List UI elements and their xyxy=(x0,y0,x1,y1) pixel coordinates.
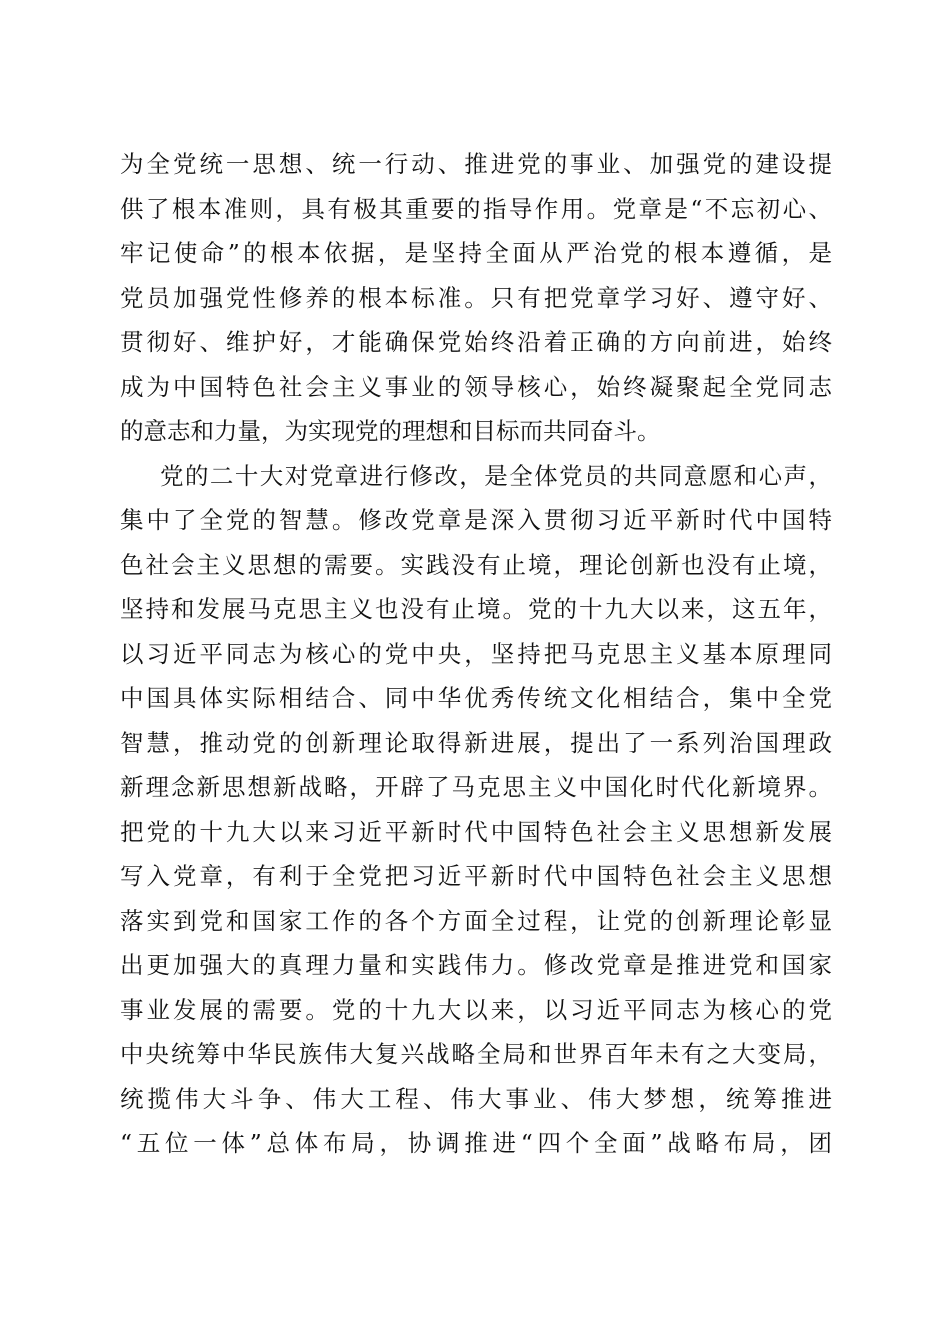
text-line: 新理念新思想新战略，开辟了马克思主义中国化时代化新境界。 xyxy=(120,773,832,801)
body-text xyxy=(120,142,832,1166)
text-line: 中国具体实际相结合、同中华优秀传统文化相结合，集中全党 xyxy=(120,684,832,712)
text-line: “五位一体”总体布局，协调推进“四个全面”战略布局，团 xyxy=(120,1129,832,1157)
text-line: 事业发展的需要。党的十九大以来，以习近平同志为核心的党 xyxy=(120,995,832,1024)
text-line: 党员加强党性修养的根本标准。只有把党章学习好、遵守好、 xyxy=(120,283,832,312)
text-line: 成为中国特色社会主义事业的领导核心，始终凝聚起全党同志 xyxy=(120,372,832,401)
text-line: 出更加强大的真理力量和实践伟力。修改党章是推进党和国家 xyxy=(120,951,832,979)
text-line: 党的二十大对党章进行修改，是全体党员的共同意愿和心声， xyxy=(160,461,832,490)
text-line: 为全党统一思想、统一行动、推进党的事业、加强党的建设提 xyxy=(120,150,832,178)
text-line: 中央统筹中华民族伟大复兴战略全局和世界百年未有之大变局， xyxy=(120,1040,832,1068)
text-line: 智慧，推动党的创新理论取得新进展，提出了一系列治国理政 xyxy=(120,728,832,757)
text-line: 写入党章，有利于全党把习近平新时代中国特色社会主义思想 xyxy=(120,862,832,890)
text-line: 的意志和力量，为实现党的理想和目标而共同奋斗。 xyxy=(120,417,661,445)
paragraph-1 xyxy=(120,142,832,454)
text-line: 坚持和发展马克思主义也没有止境。党的十九大以来，这五年， xyxy=(120,595,832,623)
text-line: 集中了全党的智慧。修改党章是深入贯彻习近平新时代中国特 xyxy=(120,506,832,534)
text-line: 供了根本准则，具有极其重要的指导作用。党章是“不忘初心、 xyxy=(120,194,832,223)
text-line: 色社会主义思想的需要。实践没有止境，理论创新也没有止境， xyxy=(120,550,832,579)
text-line: 牢记使命”的根本依据，是坚持全面从严治党的根本遵循，是 xyxy=(120,239,832,267)
paragraph-2 xyxy=(120,454,832,1166)
text-line: 把党的十九大以来习近平新时代中国特色社会主义思想新发展 xyxy=(120,817,832,846)
text-line: 贯彻好、维护好，才能确保党始终沿着正确的方向前进，始终 xyxy=(120,328,832,356)
text-line: 落实到党和国家工作的各个方面全过程，让党的创新理论彰显 xyxy=(120,906,832,935)
text-line: 以习近平同志为核心的党中央，坚持把马克思主义基本原理同 xyxy=(120,639,832,668)
text-line: 统揽伟大斗争、伟大工程、伟大事业、伟大梦想，统筹推进 xyxy=(120,1084,832,1113)
